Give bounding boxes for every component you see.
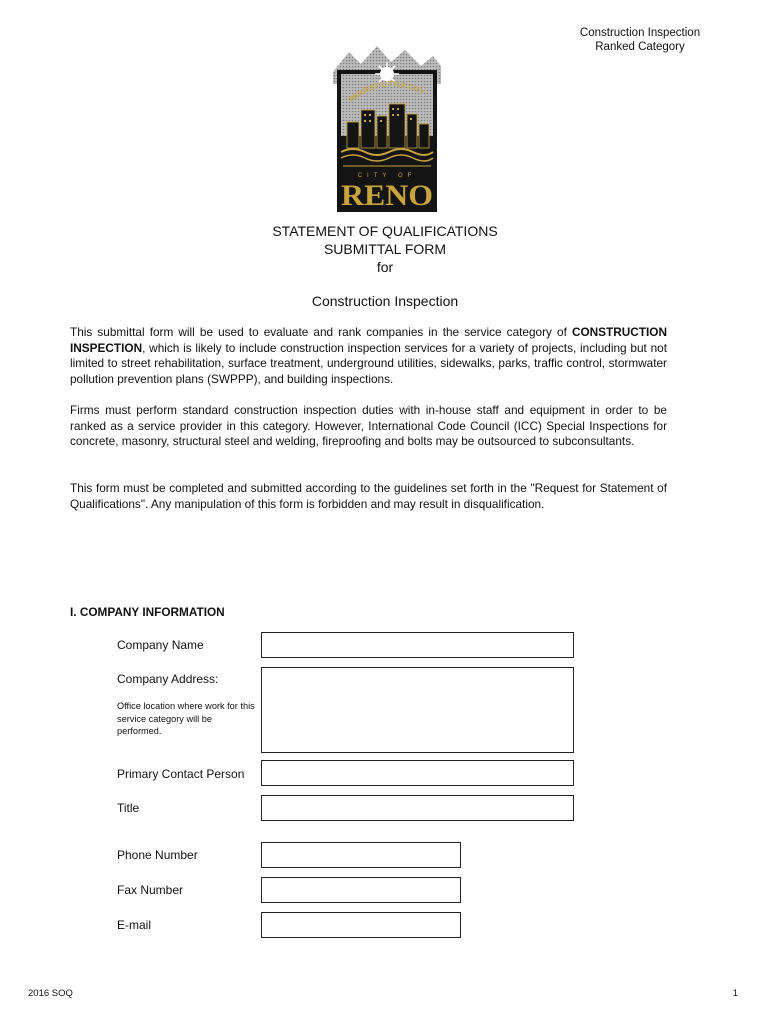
intro-text-start: This submittal form will be used to evaluate and rank companies in the service category of <box>70 325 572 339</box>
logo-big-text: RENO <box>341 179 433 212</box>
phone-number-label: Phone Number <box>117 848 198 862</box>
company-address-note: Office location where work for this service category will be performed. <box>117 701 255 736</box>
fax-number-input[interactable] <box>261 877 461 903</box>
company-name-input[interactable] <box>261 632 574 658</box>
logo-arc-text: BIGGEST LITTLE CITY <box>346 79 426 104</box>
service-category-bold: CONSTRUCTION INSPECTION <box>70 325 667 355</box>
primary-contact-label: Primary Contact Person <box>117 767 245 781</box>
title-label: Title <box>117 801 140 815</box>
submission-paragraph: This form must be completed and submitted according to the guidelines set forth in the "Request for Statement of Qualifications". Any manipulation of this form is forbidden and may result in disqualification. <box>70 481 667 511</box>
fax-number-label: Fax Number <box>117 883 184 897</box>
title-line-1: STATEMENT OF QUALIFICATIONS <box>272 223 498 239</box>
email-input[interactable] <box>261 912 461 938</box>
title-line-3: for <box>376 259 394 275</box>
intro-text-end: , which is likely to include construction inspection services for a variety of projects, including but not limited to street rehabilitation, surface treatment, underground utilities, sidewalks, parks, traffic control, stormwater pollution prevention plans (SWPPP), and building inspections. <box>70 340 667 386</box>
requirements-paragraph: Firms must perform standard construction inspection duties with in-house staff and equipment in order to be ranked as a service provider in this category. However, International Code Council (ICC) Special Inspections for concrete, masonry, structural steel and welding, fireproofing and bolts may be outsourced to subconsultants. <box>70 403 667 449</box>
title-line-2: SUBMITTAL FORM <box>323 241 447 257</box>
city-of-reno-logo <box>333 44 441 214</box>
company-name-label: Company Name <box>117 638 204 652</box>
category-header <box>540 26 740 54</box>
email-label: E-mail <box>117 918 152 932</box>
form-title <box>0 222 770 276</box>
primary-contact-input[interactable] <box>261 760 574 786</box>
intro-paragraph <box>70 325 667 387</box>
category-line-1: Construction Inspection <box>579 27 701 39</box>
category-line-2: Ranked Category <box>595 41 685 53</box>
logo-small-text: CITY OF <box>357 173 417 179</box>
phone-number-input[interactable] <box>261 842 461 868</box>
form-subtitle: Construction Inspection <box>311 293 459 309</box>
title-input[interactable] <box>261 795 574 821</box>
city-of-reno-logo-graphic <box>333 44 441 214</box>
footer-page-number: 1 <box>732 988 738 999</box>
section-heading-company-information: I. COMPANY INFORMATION <box>70 605 225 619</box>
company-address-label: Company Address: <box>117 672 219 686</box>
footer-document-code: 2016 SOQ <box>28 988 73 999</box>
company-address-input[interactable] <box>261 667 574 753</box>
